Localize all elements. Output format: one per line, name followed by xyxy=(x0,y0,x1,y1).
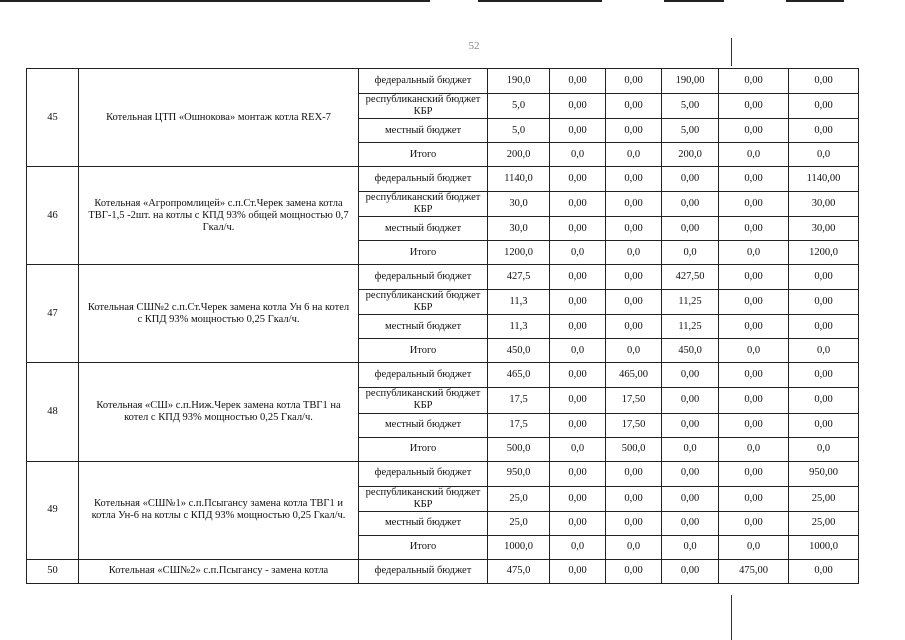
funding-source: Итого xyxy=(359,241,488,265)
amount-cell: 0,00 xyxy=(550,290,606,315)
amount-cell: 1200,0 xyxy=(789,241,859,265)
amount-cell: 30,0 xyxy=(488,217,550,241)
funding-source: республиканский бюджет КБР xyxy=(359,290,488,315)
amount-cell: 0,0 xyxy=(662,437,719,461)
amount-cell: 0,00 xyxy=(606,192,662,217)
amount-cell: 0,00 xyxy=(719,413,789,437)
amount-cell: 0,00 xyxy=(550,265,606,290)
amount-cell: 0,00 xyxy=(719,119,789,143)
top-rule-middle xyxy=(478,0,602,2)
amount-cell: 0,00 xyxy=(662,486,719,511)
amount-cell: 5,0 xyxy=(488,94,550,119)
amount-cell: 1000,0 xyxy=(789,535,859,559)
item-name: Котельная ЦТП «Ошнокова» монтаж котла REX-7 xyxy=(79,69,359,167)
funding-source: республиканский бюджет КБР xyxy=(359,192,488,217)
amount-cell: 0,00 xyxy=(662,511,719,535)
amount-cell: 0,00 xyxy=(789,363,859,388)
amount-cell: 0,00 xyxy=(789,290,859,315)
item-number: 46 xyxy=(27,167,79,265)
amount-cell: 465,0 xyxy=(488,363,550,388)
amount-cell: 0,00 xyxy=(550,363,606,388)
funding-source: республиканский бюджет КБР xyxy=(359,486,488,511)
amount-cell: 0,00 xyxy=(550,192,606,217)
amount-cell: 200,0 xyxy=(662,143,719,167)
funding-source: Итого xyxy=(359,535,488,559)
funding-source: федеральный бюджет xyxy=(359,167,488,192)
amount-cell: 0,00 xyxy=(606,511,662,535)
item-number: 50 xyxy=(27,559,79,583)
amount-cell: 0,00 xyxy=(662,363,719,388)
amount-cell: 17,50 xyxy=(606,388,662,413)
amount-cell: 0,00 xyxy=(719,290,789,315)
funding-source: местный бюджет xyxy=(359,217,488,241)
amount-cell: 1140,0 xyxy=(488,167,550,192)
amount-cell: 0,0 xyxy=(550,535,606,559)
item-name: Котельная «Агропромлицей» с.п.Ст.Черек замена котла ТВГ-1,5 -2шт. на котлы с КПД 93% общей мощностью 0,7 Гкал/ч. xyxy=(79,167,359,265)
amount-cell: 0,00 xyxy=(719,94,789,119)
amount-cell: 0,00 xyxy=(789,315,859,339)
amount-cell: 0,00 xyxy=(550,94,606,119)
amount-cell: 0,00 xyxy=(606,69,662,94)
amount-cell: 0,00 xyxy=(550,413,606,437)
amount-cell: 0,0 xyxy=(550,437,606,461)
item-number: 49 xyxy=(27,461,79,559)
item-name: Котельная «СШ» с.п.Ниж.Черек замена котла ТВГ1 на котел с КПД 93% мощностью 0,25 Гкал/ч. xyxy=(79,363,359,461)
amount-cell: 0,0 xyxy=(719,339,789,363)
amount-cell: 0,00 xyxy=(719,315,789,339)
amount-cell: 950,0 xyxy=(488,461,550,486)
amount-cell: 1000,0 xyxy=(488,535,550,559)
funding-source: федеральный бюджет xyxy=(359,69,488,94)
amount-cell: 0,00 xyxy=(606,217,662,241)
amount-cell: 0,0 xyxy=(789,437,859,461)
amount-cell: 0,00 xyxy=(550,511,606,535)
amount-cell: 200,0 xyxy=(488,143,550,167)
amount-cell: 0,00 xyxy=(789,388,859,413)
amount-cell: 0,0 xyxy=(606,241,662,265)
funding-source: местный бюджет xyxy=(359,413,488,437)
amount-cell: 0,00 xyxy=(719,461,789,486)
federal-budget-row xyxy=(27,461,859,486)
amount-cell: 0,00 xyxy=(550,559,606,583)
amount-cell: 17,5 xyxy=(488,413,550,437)
amount-cell: 450,0 xyxy=(488,339,550,363)
amount-cell: 190,0 xyxy=(488,69,550,94)
amount-cell: 0,0 xyxy=(550,143,606,167)
funding-source: Итого xyxy=(359,143,488,167)
amount-cell: 11,3 xyxy=(488,290,550,315)
amount-cell: 11,25 xyxy=(662,290,719,315)
amount-cell: 0,00 xyxy=(550,486,606,511)
amount-cell: 0,0 xyxy=(719,437,789,461)
amount-cell: 0,00 xyxy=(550,461,606,486)
amount-cell: 0,0 xyxy=(550,339,606,363)
amount-cell: 950,00 xyxy=(789,461,859,486)
item-number: 48 xyxy=(27,363,79,461)
federal-budget-row xyxy=(27,559,859,583)
top-rule-right-b xyxy=(786,0,844,2)
item-number: 45 xyxy=(27,69,79,167)
amount-cell: 0,00 xyxy=(719,265,789,290)
amount-cell: 0,00 xyxy=(719,511,789,535)
amount-cell: 0,00 xyxy=(662,413,719,437)
amount-cell: 0,0 xyxy=(606,339,662,363)
amount-cell: 0,0 xyxy=(606,535,662,559)
amount-cell: 450,0 xyxy=(662,339,719,363)
table-body xyxy=(27,69,859,584)
amount-cell: 427,5 xyxy=(488,265,550,290)
amount-cell: 0,00 xyxy=(719,388,789,413)
amount-cell: 17,50 xyxy=(606,413,662,437)
amount-cell: 0,00 xyxy=(606,290,662,315)
amount-cell: 0,0 xyxy=(789,339,859,363)
funding-source: местный бюджет xyxy=(359,511,488,535)
amount-cell: 0,00 xyxy=(719,363,789,388)
item-name: Котельная СШ№2 с.п.Ст.Черек замена котла Ун 6 на котел с КПД 93% мощностью 0,25 Гкал/ч. xyxy=(79,265,359,363)
funding-source: федеральный бюджет xyxy=(359,559,488,583)
funding-source: республиканский бюджет КБР xyxy=(359,388,488,413)
amount-cell: 30,00 xyxy=(789,217,859,241)
funding-source: Итого xyxy=(359,437,488,461)
amount-cell: 0,00 xyxy=(662,217,719,241)
federal-budget-row xyxy=(27,69,859,94)
amount-cell: 0,0 xyxy=(789,143,859,167)
federal-budget-row xyxy=(27,363,859,388)
amount-cell: 17,5 xyxy=(488,388,550,413)
funding-source: Итого xyxy=(359,339,488,363)
amount-cell: 475,00 xyxy=(719,559,789,583)
amount-cell: 475,0 xyxy=(488,559,550,583)
amount-cell: 0,00 xyxy=(662,461,719,486)
funding-source: федеральный бюджет xyxy=(359,461,488,486)
funding-source: местный бюджет xyxy=(359,119,488,143)
amount-cell: 0,00 xyxy=(550,388,606,413)
amount-cell: 5,00 xyxy=(662,94,719,119)
budget-table xyxy=(26,68,859,584)
amount-cell: 0,00 xyxy=(606,559,662,583)
amount-cell: 0,00 xyxy=(606,119,662,143)
amount-cell: 0,00 xyxy=(719,69,789,94)
item-name: Котельная «СШ№1» с.п.Псыгансу замена котла ТВГ1 и котла Ун-6 на котлы с КПД 93% мощностью 0,25 Гкал/ч. xyxy=(79,461,359,559)
amount-cell: 0,00 xyxy=(789,559,859,583)
item-name: Котельная «СШ№2» с.п.Псыгансу - замена котла xyxy=(79,559,359,583)
funding-source: федеральный бюджет xyxy=(359,265,488,290)
amount-cell: 0,00 xyxy=(719,192,789,217)
margin-mark-top xyxy=(731,38,732,66)
funding-source: федеральный бюджет xyxy=(359,363,488,388)
amount-cell: 0,00 xyxy=(789,69,859,94)
amount-cell: 25,0 xyxy=(488,511,550,535)
amount-cell: 0,00 xyxy=(662,192,719,217)
amount-cell: 0,00 xyxy=(662,167,719,192)
amount-cell: 0,00 xyxy=(606,486,662,511)
amount-cell: 500,0 xyxy=(488,437,550,461)
amount-cell: 30,0 xyxy=(488,192,550,217)
amount-cell: 0,0 xyxy=(606,143,662,167)
amount-cell: 11,3 xyxy=(488,315,550,339)
amount-cell: 0,00 xyxy=(550,69,606,94)
amount-cell: 0,00 xyxy=(719,217,789,241)
amount-cell: 500,0 xyxy=(606,437,662,461)
amount-cell: 0,00 xyxy=(719,486,789,511)
amount-cell: 0,00 xyxy=(550,167,606,192)
amount-cell: 0,0 xyxy=(550,241,606,265)
amount-cell: 0,00 xyxy=(550,119,606,143)
amount-cell: 0,00 xyxy=(606,94,662,119)
funding-source: республиканский бюджет КБР xyxy=(359,94,488,119)
amount-cell: 0,00 xyxy=(789,94,859,119)
amount-cell: 0,00 xyxy=(789,413,859,437)
amount-cell: 0,0 xyxy=(719,535,789,559)
amount-cell: 25,00 xyxy=(789,486,859,511)
federal-budget-row xyxy=(27,167,859,192)
top-rule-right-a xyxy=(664,0,724,2)
amount-cell: 465,00 xyxy=(606,363,662,388)
amount-cell: 190,00 xyxy=(662,69,719,94)
page-number: 52 xyxy=(468,40,480,52)
amount-cell: 11,25 xyxy=(662,315,719,339)
amount-cell: 1140,00 xyxy=(789,167,859,192)
amount-cell: 0,00 xyxy=(789,265,859,290)
amount-cell: 0,00 xyxy=(606,461,662,486)
funding-source: местный бюджет xyxy=(359,315,488,339)
item-number: 47 xyxy=(27,265,79,363)
amount-cell: 0,00 xyxy=(606,315,662,339)
amount-cell: 0,00 xyxy=(662,559,719,583)
federal-budget-row xyxy=(27,265,859,290)
amount-cell: 25,00 xyxy=(789,511,859,535)
amount-cell: 0,00 xyxy=(789,119,859,143)
amount-cell: 0,00 xyxy=(550,315,606,339)
top-rule-left xyxy=(0,0,430,2)
amount-cell: 0,0 xyxy=(719,241,789,265)
amount-cell: 1200,0 xyxy=(488,241,550,265)
amount-cell: 30,00 xyxy=(789,192,859,217)
amount-cell: 5,00 xyxy=(662,119,719,143)
amount-cell: 5,0 xyxy=(488,119,550,143)
amount-cell: 0,0 xyxy=(719,143,789,167)
amount-cell: 0,00 xyxy=(662,388,719,413)
amount-cell: 0,00 xyxy=(606,265,662,290)
amount-cell: 0,00 xyxy=(550,217,606,241)
margin-mark-bottom xyxy=(731,595,732,640)
amount-cell: 0,0 xyxy=(662,241,719,265)
amount-cell: 0,00 xyxy=(719,167,789,192)
amount-cell: 25,0 xyxy=(488,486,550,511)
amount-cell: 0,00 xyxy=(606,167,662,192)
amount-cell: 0,0 xyxy=(662,535,719,559)
amount-cell: 427,50 xyxy=(662,265,719,290)
